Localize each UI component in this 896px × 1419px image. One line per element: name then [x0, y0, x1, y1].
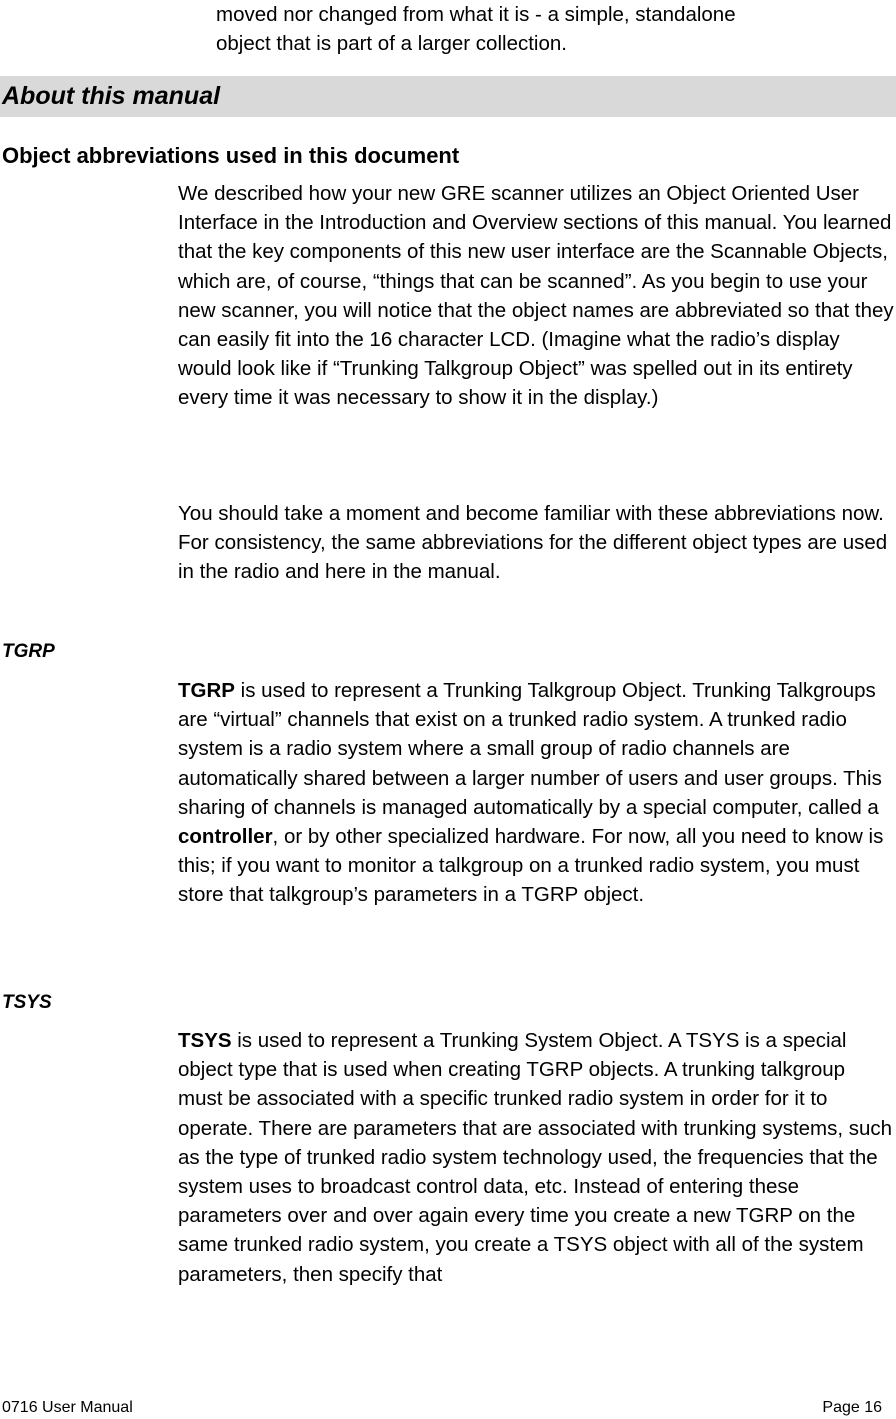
paragraph-abbreviations	[178, 499, 894, 587]
tgrp-text-a: is used to represent a Trunking Talkgroup Object. Trunking Talkgroups are “virtual” channels that exist on a trunked radio system. A trunked radio system is a radio system where a small group of radio channels are automatically shared between a larger number of users and user groups. This sharing of channels is managed automatically by a special computer, called a	[178, 679, 882, 819]
section-title: About this manual	[2, 82, 221, 110]
term-tgrp: TGRP	[2, 641, 55, 662]
tgrp-text-b: , or by other specialized hardware. For now, all you need to know is this; if you want to monitor a talkgroup on a trunked radio system, you must store that talkgroup’s parameters in a TGRP object.	[178, 825, 884, 907]
footer-manual-title: 0716 User Manual	[2, 1399, 133, 1416]
tsys-bold-lead: TSYS	[178, 1029, 232, 1052]
tgrp-bold-controller: controller	[178, 825, 273, 849]
tgrp-bold-lead: TGRP	[178, 679, 235, 702]
paragraph-1: We described how your new GRE scanner utilizes an Object Oriented User Interface in the Introduction and Overview sections of this manual. You learned that the key components of this new user interface are the Scannable Objects, which are, of course, “things that can be scanned”. As you begin to use your new scanner, you will notice that the object names are abbreviated so that they can easily fit into the 16 character LCD. (Imagine what the radio’s display would look like if “Trunking Talkgroup Object” was spelled out in its entirety every time it was necessary to show it in the display.)	[178, 182, 894, 410]
tgrp-paragraph	[178, 676, 894, 910]
tsys-paragraph	[178, 1026, 894, 1289]
tgrp-description	[178, 676, 894, 910]
tsys-text: is used to represent a Trunking System Object. A TSYS is a special object type that is used when creating TGRP objects. A trunking talkgroup must be associated with a specific trunked radio system in order for it to operate. There are parameters that are associated with trunking systems, such as the type of trunked radio system technology used, the frequencies that the system uses to broadcast control data, etc. Instead of entering these parameters over and over again every time you create a new TGRP on the same trunked radio system, you create a TSYS object with all of the system parameters, then specify that	[178, 1029, 893, 1286]
subheading: Object abbreviations used in this document	[2, 143, 460, 168]
intro-continuation	[216, 0, 876, 58]
intro-line-1: moved nor changed from what it is - a simple, standalone	[216, 3, 736, 26]
footer-page-number: Page 16	[822, 1399, 882, 1416]
intro-line-2: object that is part of a larger collection.	[216, 32, 567, 55]
paragraph-intro	[178, 179, 894, 413]
paragraph-2: You should take a moment and become familiar with these abbreviations now. For consistency, the same abbreviations for the different object types are used in the radio and here in the manual.	[178, 502, 888, 584]
tsys-description	[178, 1026, 894, 1289]
term-tsys: TSYS	[2, 992, 52, 1013]
